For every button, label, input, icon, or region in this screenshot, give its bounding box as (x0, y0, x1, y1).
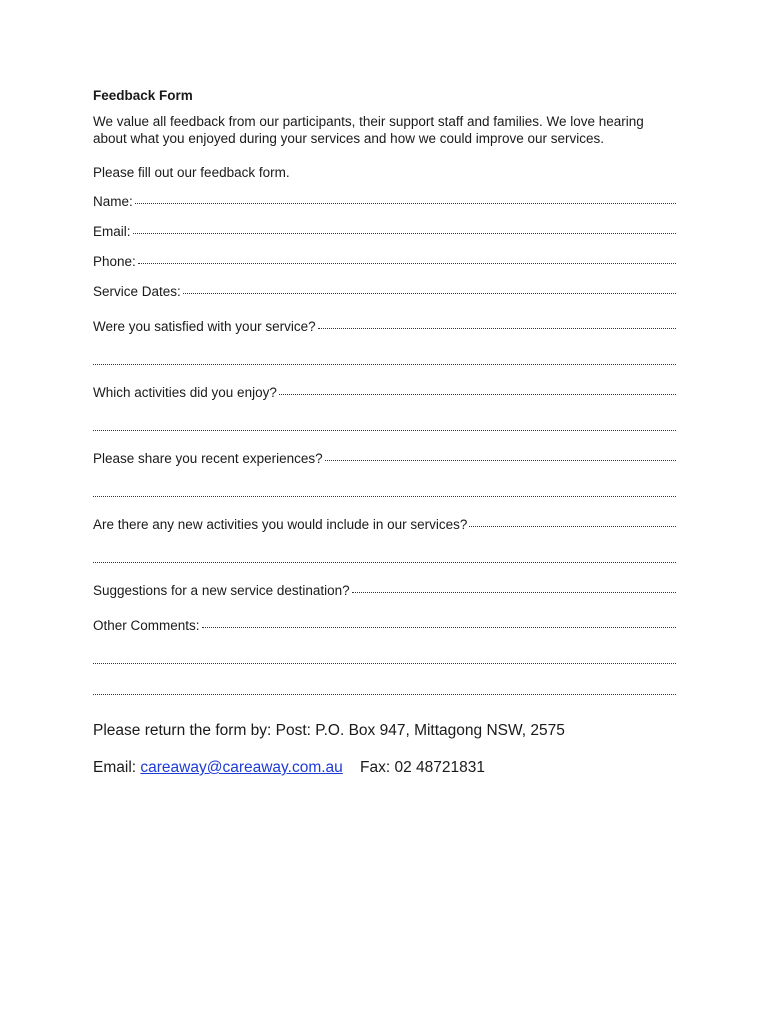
activities-enjoyed-continuation-line[interactable] (93, 419, 676, 433)
suggestions-label: Suggestions for a new service destination? (93, 583, 350, 598)
new-activities-fill-line[interactable] (469, 515, 676, 529)
other-comments-fill-line-3[interactable] (93, 683, 676, 697)
activities-enjoyed-fill-line-2[interactable] (93, 419, 676, 433)
activities-enjoyed-field[interactable] (93, 383, 676, 402)
recent-experiences-label: Please share you recent experiences? (93, 451, 323, 466)
contact-line (93, 758, 676, 778)
instruction-text: Please fill out our feedback form. (93, 165, 290, 180)
new-activities-continuation-line[interactable] (93, 551, 676, 565)
satisfied-field[interactable] (93, 317, 676, 336)
recent-experiences-fill-line-2[interactable] (93, 485, 676, 499)
service-dates-field[interactable] (93, 282, 676, 301)
other-comments-field[interactable] (93, 616, 676, 635)
service-dates-label: Service Dates: (93, 284, 181, 299)
new-activities-field[interactable] (93, 515, 676, 534)
recent-experiences-continuation-line[interactable] (93, 485, 676, 499)
name-label: Name: (93, 194, 133, 209)
phone-fill-line[interactable] (138, 252, 676, 266)
form-title: Feedback Form (93, 88, 193, 103)
other-comments-label: Other Comments: (93, 618, 200, 633)
email-contact-label: Email: (93, 759, 137, 776)
other-comments-fill-line[interactable] (202, 616, 676, 630)
suggestions-fill-line[interactable] (352, 581, 676, 595)
fax-number: Fax: 02 48721831 (360, 759, 486, 776)
satisfied-continuation-line[interactable] (93, 353, 676, 367)
activities-enjoyed-fill-line[interactable] (279, 383, 676, 397)
name-field[interactable] (93, 192, 676, 211)
other-comments-fill-line-2[interactable] (93, 652, 676, 666)
activities-enjoyed-label: Which activities did you enjoy? (93, 385, 277, 400)
recent-experiences-fill-line[interactable] (325, 449, 676, 463)
other-comments-continuation-line-2[interactable] (93, 683, 676, 697)
satisfied-label: Were you satisfied with your service? (93, 319, 316, 334)
intro-paragraph: We value all feedback from our participants, their support staff and families. We love hearing about what you enjoyed during your services and how we could improve our services. (93, 114, 644, 146)
new-activities-fill-line-2[interactable] (93, 551, 676, 565)
phone-field[interactable] (93, 252, 676, 271)
other-comments-continuation-line[interactable] (93, 652, 676, 666)
email-fill-line[interactable] (133, 222, 676, 236)
name-fill-line[interactable] (135, 192, 676, 206)
email-label: Email: (93, 224, 131, 239)
satisfied-fill-line-2[interactable] (93, 353, 676, 367)
new-activities-label: Are there any new activities you would include in our services? (93, 517, 468, 532)
service-dates-fill-line[interactable] (183, 282, 676, 296)
email-contact-link[interactable]: careaway@careaway.com.au (140, 759, 343, 776)
satisfied-fill-line[interactable] (318, 317, 676, 331)
email-field[interactable] (93, 222, 676, 241)
phone-label: Phone: (93, 254, 136, 269)
recent-experiences-field[interactable] (93, 449, 676, 468)
return-instructions: Please return the form by: Post: P.O. Box 947, Mittagong NSW, 2575 (93, 722, 565, 739)
suggestions-field[interactable] (93, 581, 676, 600)
feedback-form-page (93, 86, 676, 778)
